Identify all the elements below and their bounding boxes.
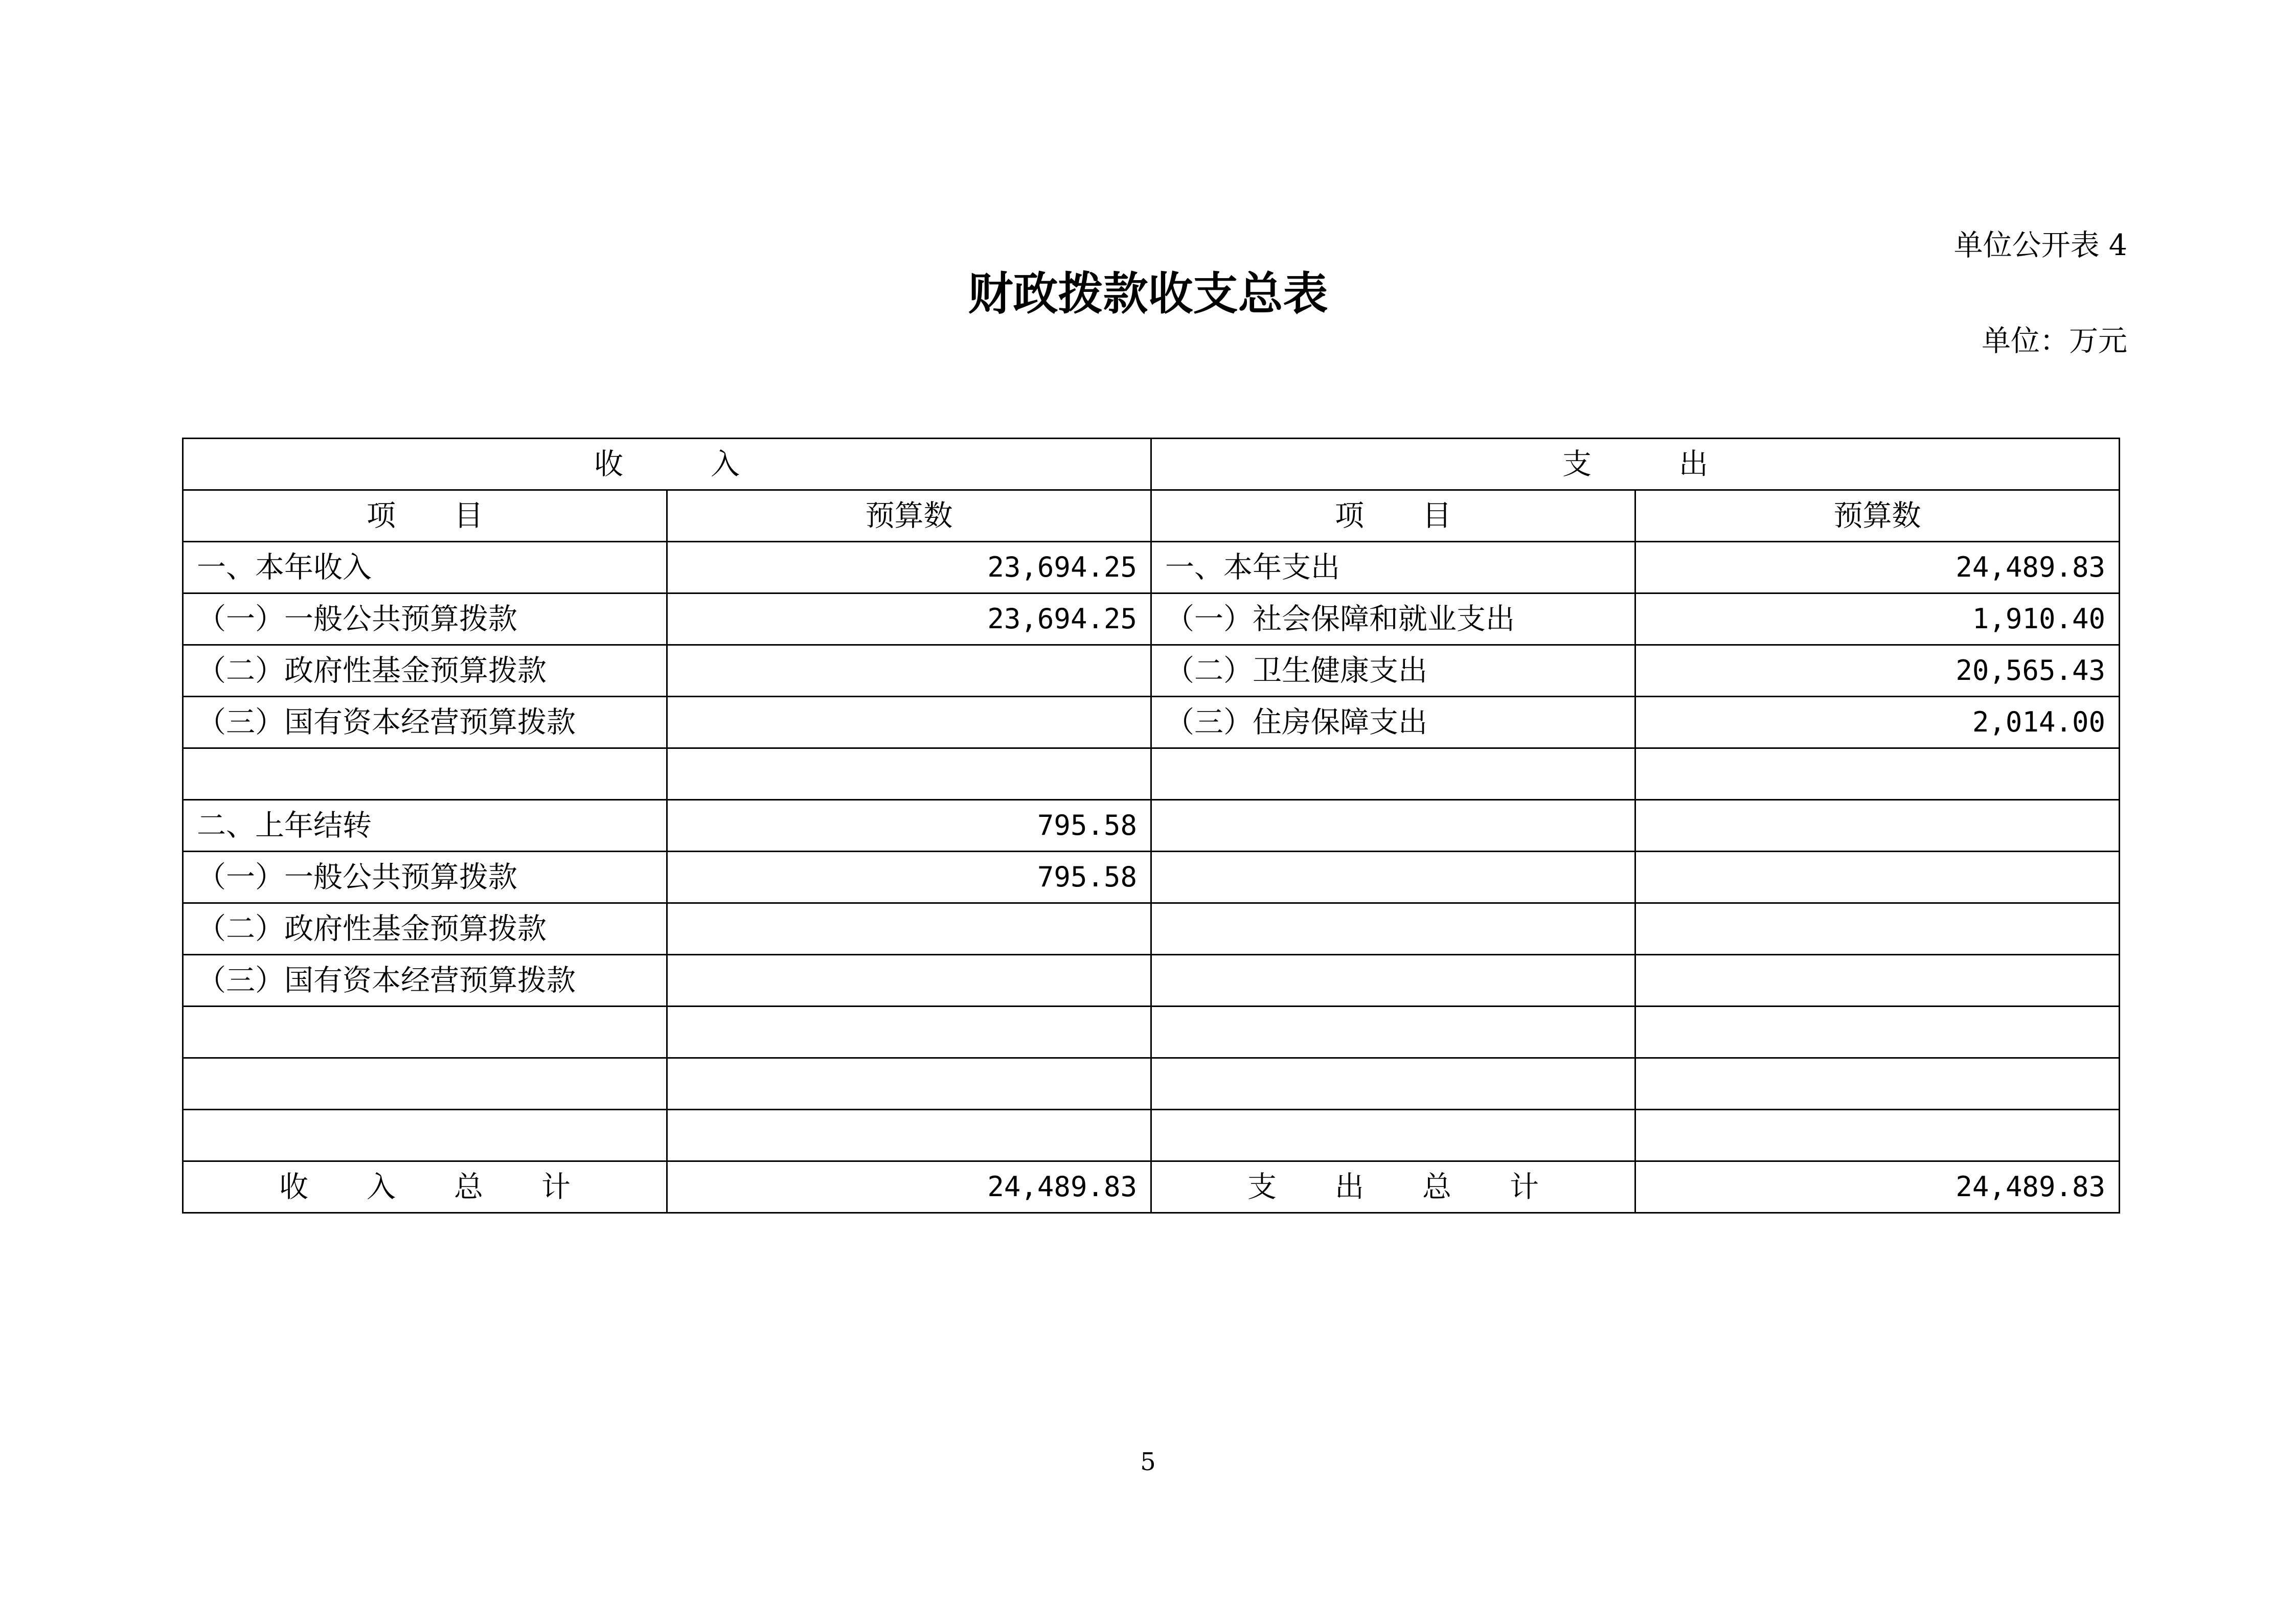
income-total-value: 24,489.83: [667, 1161, 1151, 1213]
expense-item-cell: [1151, 748, 1635, 800]
expense-value-cell: 2,014.00: [1635, 697, 2120, 748]
column-header-row: [183, 490, 2120, 542]
income-item-cell: [183, 1110, 667, 1161]
income-value-cell: 23,694.25: [667, 542, 1151, 593]
table-row: [183, 903, 2120, 955]
income-item-cell: [183, 748, 667, 800]
expense-item-cell: [1151, 903, 1635, 955]
table-row: [183, 955, 2120, 1007]
expense-value-cell: [1635, 1058, 2120, 1110]
expense-value-cell: [1635, 800, 2120, 852]
table-row: [183, 645, 2120, 697]
income-item-cell: （二）政府性基金预算拨款: [183, 903, 667, 955]
total-row: [183, 1161, 2120, 1213]
expense-item-header: 项 目: [1151, 490, 1635, 542]
expense-item-cell: （三）住房保障支出: [1151, 697, 1635, 748]
expense-value-cell: 1,910.40: [1635, 593, 2120, 645]
expense-total-value: 24,489.83: [1635, 1161, 2120, 1213]
income-value-cell: [667, 1110, 1151, 1161]
page-number: 5: [1140, 1448, 1156, 1476]
table-row: [183, 542, 2120, 593]
income-value-cell: 795.58: [667, 852, 1151, 903]
expense-value-cell: [1635, 1007, 2120, 1058]
income-budget-header: 预算数: [667, 490, 1151, 542]
budget-table: [182, 438, 2120, 1214]
unit-label: 单位：万元: [1982, 324, 2127, 358]
table-row: [183, 697, 2120, 748]
expense-item-cell: 一、本年支出: [1151, 542, 1635, 593]
expense-item-cell: [1151, 955, 1635, 1007]
income-item-cell: [183, 1007, 667, 1058]
income-value-cell: [667, 1007, 1151, 1058]
income-value-cell: 795.58: [667, 800, 1151, 852]
expense-item-cell: [1151, 1007, 1635, 1058]
income-value-cell: 23,694.25: [667, 593, 1151, 645]
income-item-cell: （一）一般公共预算拨款: [183, 852, 667, 903]
income-value-cell: [667, 903, 1151, 955]
expense-value-cell: [1635, 1110, 2120, 1161]
page-title: 财政拨款收支总表: [968, 267, 1328, 320]
expense-budget-header: 预算数: [1635, 490, 2120, 542]
table-row: [183, 852, 2120, 903]
income-value-cell: [667, 645, 1151, 697]
expense-value-cell: 24,489.83: [1635, 542, 2120, 593]
expense-total-label: 支 出 总 计: [1151, 1161, 1635, 1213]
income-value-cell: [667, 697, 1151, 748]
expense-value-cell: [1635, 748, 2120, 800]
table-row: [183, 1058, 2120, 1110]
expense-item-cell: （二）卫生健康支出: [1151, 645, 1635, 697]
income-item-cell: （三）国有资本经营预算拨款: [183, 955, 667, 1007]
income-item-cell: （三）国有资本经营预算拨款: [183, 697, 667, 748]
section-header-row: [183, 439, 2120, 490]
form-number: 单位公开表 4: [1953, 228, 2127, 262]
income-value-cell: [667, 1058, 1151, 1110]
income-item-cell: 一、本年收入: [183, 542, 667, 593]
income-value-cell: [667, 955, 1151, 1007]
income-item-header: 项 目: [183, 490, 667, 542]
table-row: [183, 1110, 2120, 1161]
expense-heading: 支 出: [1151, 439, 2120, 490]
expense-value-cell: [1635, 852, 2120, 903]
expense-item-cell: （一）社会保障和就业支出: [1151, 593, 1635, 645]
income-item-cell: [183, 1058, 667, 1110]
table-row: [183, 748, 2120, 800]
expense-item-cell: [1151, 1110, 1635, 1161]
table-row: [183, 1007, 2120, 1058]
expense-value-cell: [1635, 955, 2120, 1007]
table-row: [183, 800, 2120, 852]
expense-item-cell: [1151, 1058, 1635, 1110]
income-item-cell: （二）政府性基金预算拨款: [183, 645, 667, 697]
income-total-label: 收 入 总 计: [183, 1161, 667, 1213]
income-heading: 收 入: [183, 439, 1151, 490]
income-item-cell: （一）一般公共预算拨款: [183, 593, 667, 645]
income-item-cell: 二、上年结转: [183, 800, 667, 852]
expense-item-cell: [1151, 800, 1635, 852]
income-value-cell: [667, 748, 1151, 800]
table-row: [183, 593, 2120, 645]
expense-item-cell: [1151, 852, 1635, 903]
expense-value-cell: [1635, 903, 2120, 955]
expense-value-cell: 20,565.43: [1635, 645, 2120, 697]
